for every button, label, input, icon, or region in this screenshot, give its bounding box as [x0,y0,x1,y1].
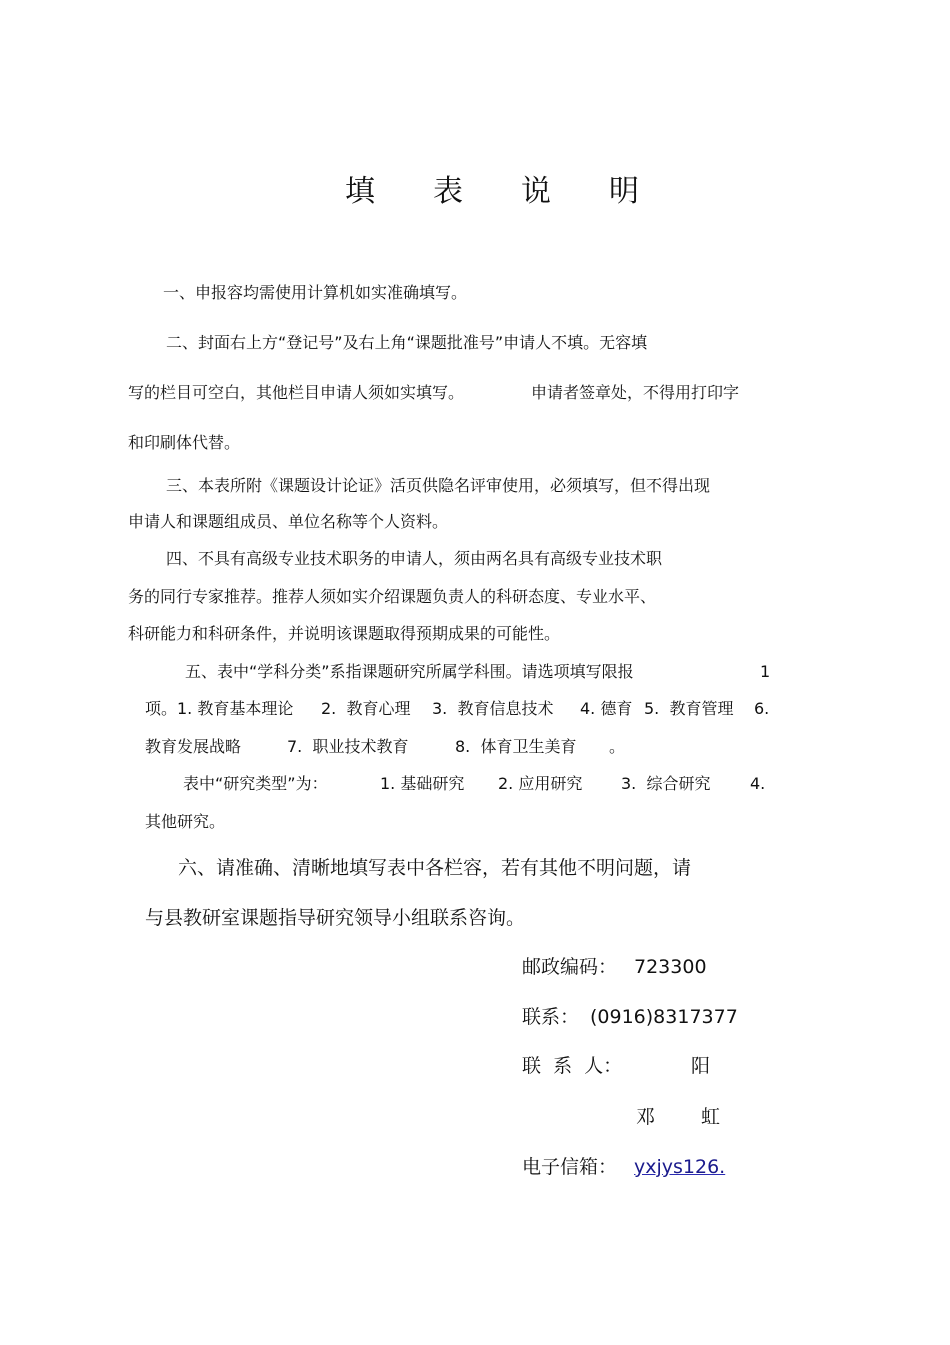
postcode-label: 邮政编码： [522,956,618,978]
section-5-line-2-f: 6. [754,699,770,718]
section-2-line-3: 和印刷体代替。 [128,433,241,452]
section-5-line-3-b: 7. 职业技术教育 [287,737,409,756]
section-3-line-1: 三、本表所附《课题设计论证》活页供隐名评审使用，必须填写，但不得出现 [166,476,711,495]
title-char-3: 说 [521,174,551,209]
phone-label: 联系： [522,1006,580,1028]
section-5-line-4-c: 2. 应用研究 [498,774,583,793]
section-5-line-3-c: 8. 体育卫生美育 [455,737,577,756]
section-5-line-1: 五、表中“学科分类”系指课题研究所属学科围。请选项填写限报 [185,662,634,681]
section-5-line-5: 其他研究。 [145,812,226,831]
section-5-line-3-d: 。 [609,737,626,756]
section-2-line-1: 二、封面右上方“登记号”及右上角“课题批准号”申请人不填。无容填 [166,333,648,352]
section-5-line-4-a: 表中“研究类型”为： [183,774,328,793]
section-3-line-2: 申请人和课题组成员、单位名称等个人资料。 [128,512,449,531]
contact-person-2-given: 虹 [701,1106,721,1128]
email-label: 电子信箱： [522,1156,618,1178]
phone-value: (0916)8317377 [590,1006,738,1028]
section-6-line-2: 与县教研室课题指导研究领导小组联系咨询。 [145,907,526,929]
section-5-line-3-a: 教育发展战略 [145,737,242,756]
section-2-line-2: 写的栏目可空白，其他栏目申请人须如实填写。 [128,383,465,402]
email-link[interactable]: yxjys126. [634,1156,726,1178]
title-char-4: 明 [609,174,639,209]
title-char-2: 表 [433,174,463,209]
section-5-line-4-b: 1. 基础研究 [380,774,465,793]
section-2-line-2b: 申请者签章处，不得用打印字 [531,383,740,402]
section-5-line-2-a: 项。1. 教育基本理论 [145,699,294,718]
title-char-1: 填 [345,174,375,209]
contact-person-label: 联 系 人： [522,1055,623,1077]
section-4-line-2: 务的同行专家推荐。推荐人须如实介绍课题负责人的科研态度、专业水平、 [128,587,657,606]
section-5-line-4-d: 3. 综合研究 [621,774,711,793]
section-4-line-3: 科研能力和科研条件，并说明该课题取得预期成果的可能性。 [128,624,561,643]
contact-person-1: 阳 [691,1055,711,1077]
section-5-line-1-number: 1 [760,662,771,681]
section-5-line-2-e: 5. 教育管理 [644,699,734,718]
postcode-value: 723300 [634,956,707,978]
section-5-line-2-d: 4. 德育 [580,699,633,718]
section-4-line-1: 四、不具有高级专业技术职务的申请人，须由两名具有高级专业技术职 [166,549,663,568]
section-5-line-4-e: 4. [750,774,766,793]
contact-person-2-surname: 邓 [636,1106,656,1128]
section-5-line-2-b: 2. 教育心理 [321,699,411,718]
section-5-line-2-c: 3. 教育信息技术 [432,699,554,718]
section-6-line-1: 六、请准确、清晰地填写表中各栏容，若有其他不明问题，请 [178,857,692,879]
section-1-line: 一、申报容均需使用计算机如实准确填写。 [163,283,468,302]
